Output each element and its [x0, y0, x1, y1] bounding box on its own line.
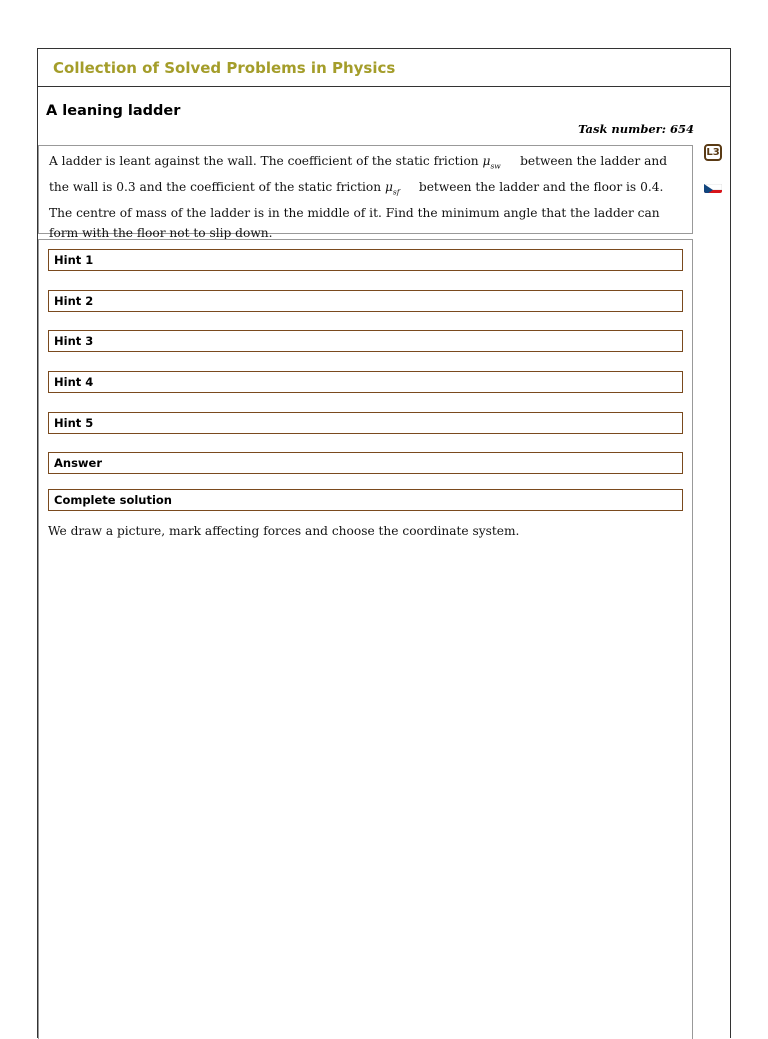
czech-flag-graphic [704, 184, 722, 193]
hint-1-button[interactable] [48, 249, 683, 271]
problem-statement-box [38, 145, 693, 241]
problem-text-part-2: between the ladder and the wall is 0.3 and the coefficient of the static friction [49, 154, 668, 194]
problem-statement-text [49, 151, 681, 244]
task-number: Task number: 654 [578, 122, 694, 136]
hint-1-label: Hint 1 [54, 253, 94, 267]
mu-symbol: μ [384, 179, 393, 194]
mu-sw-symbol [482, 154, 501, 171]
hint-2-button[interactable] [48, 290, 683, 312]
hint-5-button[interactable] [48, 412, 683, 434]
solution-area [38, 239, 693, 1039]
hint-3-label: Hint 3 [54, 334, 94, 348]
mu-sf-subscript: sf [392, 187, 400, 197]
mu-sw-subscript: sw [490, 161, 501, 171]
answer-label: Answer [54, 456, 103, 470]
site-title-link[interactable]: Collection of Solved Problems in Physics [53, 59, 396, 77]
hint-4-button[interactable] [48, 371, 683, 393]
mu-sf-symbol [384, 179, 400, 197]
czech-flag-icon[interactable] [704, 181, 722, 193]
answer-button[interactable] [48, 452, 683, 474]
complete-solution-label: Complete solution [54, 493, 172, 507]
hint-3-button[interactable] [48, 330, 683, 352]
problem-text-part-1: A ladder is leant against the wall. The coefficient of the static friction [49, 154, 483, 168]
problem-text-part-3: between the ladder and the floor is 0.4. The centre of mass of the ladder is in the middle of it. Find the minimum angle that the ladder can form with the floor not to slip down. [49, 179, 664, 241]
mu-symbol: μ [482, 154, 491, 168]
hint-4-label: Hint 4 [54, 375, 94, 389]
solution-intro-text: We draw a picture, mark affecting forces and choose the coordinate system. [48, 524, 520, 538]
level-badge[interactable]: L3 [704, 144, 722, 161]
complete-solution-button[interactable] [48, 489, 683, 511]
task-title: A leaning ladder [46, 103, 181, 119]
hint-2-label: Hint 2 [54, 294, 94, 308]
site-header [38, 49, 730, 87]
hint-5-label: Hint 5 [54, 416, 94, 430]
